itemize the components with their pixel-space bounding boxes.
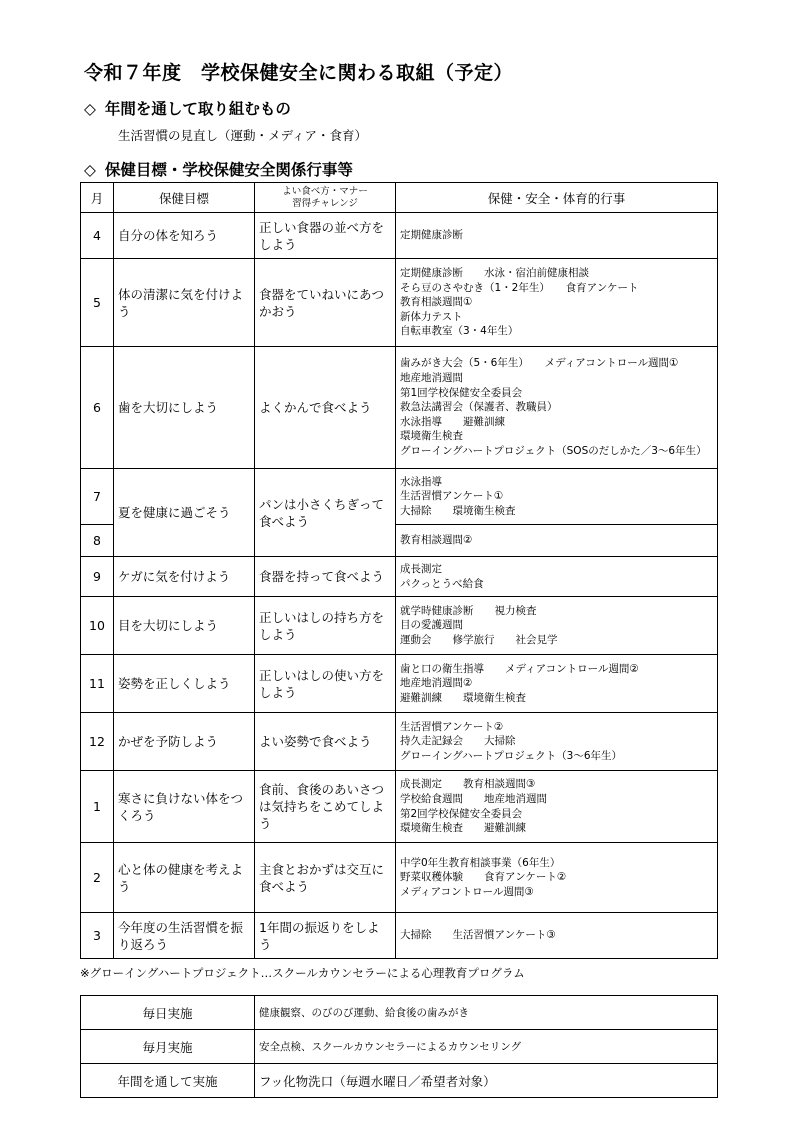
events-cell	[396, 469, 718, 525]
challenge-cell: 1年間の振返りをしよう	[255, 913, 396, 959]
header-goal: 保健目標	[114, 183, 255, 213]
event-item: 生活習慣アンケート②	[400, 720, 504, 733]
diamond-bullet-icon: ◇	[84, 100, 96, 118]
header-events: 保健・安全・体育的行事	[396, 183, 718, 213]
challenge-cell: 食器をていねいにあつかおう	[255, 259, 396, 347]
section-heading-yearly	[84, 97, 291, 119]
challenge-cell: 正しいはしの持ち方をしよう	[255, 597, 396, 655]
month-cell: 11	[81, 655, 114, 713]
events-cell	[396, 525, 718, 557]
schedule-text: フッ化物洗口（毎週水曜日／希望者対象）	[255, 1064, 718, 1098]
challenge-cell: 食前、食後のあいさつは気持ちをこめてしよう	[255, 771, 396, 843]
event-item: 成長測定	[400, 562, 442, 575]
event-item: 地産地消週間②	[400, 677, 473, 690]
event-item: 就学時健康診断 視力検査	[400, 604, 537, 617]
event-item: 大掃除 環境衛生検査	[400, 504, 516, 517]
challenge-cell: よくかんで食べよう	[255, 347, 396, 469]
event-item: 第1回学校保健安全委員会	[400, 386, 523, 399]
schedule-label: 年間を通して実施	[81, 1064, 255, 1098]
event-item: 運動会 修学旅行 社会見学	[400, 633, 558, 646]
health-events-table	[80, 182, 718, 959]
events-cell	[396, 913, 718, 959]
event-item: 中学0年生教育相談事業（6年生）	[400, 856, 561, 869]
challenge-cell: 正しいはしの使い方をしよう	[255, 655, 396, 713]
footnote: ※グローイングハートプロジェクト…スクールカウンセラーによる心理教育プログラム	[80, 966, 525, 980]
events-cell	[396, 655, 718, 713]
goal-cell: 歯を大切にしよう	[114, 347, 255, 469]
goal-cell: 体の清潔に気を付けよう	[114, 259, 255, 347]
goal-cell: 寒さに負けない体をつくろう	[114, 771, 255, 843]
event-item: 環境衛生検査 避難訓練	[400, 822, 526, 835]
event-item: 歯と口の衛生指導 メディアコントロール週間②	[400, 662, 639, 675]
schedule-row	[81, 1030, 718, 1064]
table-header-row	[81, 183, 718, 213]
schedule-row	[81, 1064, 718, 1098]
section-heading-text: 保健目標・学校保健安全関係行事等	[104, 161, 353, 179]
event-item: 成長測定 教育相談週間③	[400, 778, 536, 791]
event-item: 大掃除 生活習慣アンケート③	[400, 929, 556, 942]
event-item: グローイングハートプロジェクト（3～6年生）	[400, 749, 622, 762]
event-item: 持久走記録会 大掃除	[400, 735, 516, 748]
month-cell: 7	[81, 469, 114, 525]
schedule-text: 健康観察、のびのび運動、給食後の歯みがき	[255, 996, 718, 1030]
goal-cell: 自分の体を知ろう	[114, 213, 255, 259]
section-heading-events	[84, 158, 353, 180]
challenge-cell: 食器を持って食べよう	[255, 557, 396, 597]
event-item: 生活習慣アンケート①	[400, 490, 504, 503]
table-row	[81, 213, 718, 259]
month-cell: 6	[81, 347, 114, 469]
month-cell: 1	[81, 771, 114, 843]
goal-cell: 目を大切にしよう	[114, 597, 255, 655]
table-row	[81, 347, 718, 469]
table-row	[81, 913, 718, 959]
event-item: メディアコントロール週間③	[400, 885, 534, 898]
goal-cell: 姿勢を正しくしよう	[114, 655, 255, 713]
event-item: 自転車教室（3・4年生）	[400, 325, 519, 338]
header-challenge-line2: 習得チャレンジ	[292, 197, 358, 209]
event-item: 第2回学校保健安全委員会	[400, 807, 523, 820]
schedule-text: 安全点検、スクールカウンセラーによるカウンセリング	[255, 1030, 718, 1064]
challenge-cell: 主食とおかずは交互に食べよう	[255, 843, 396, 913]
goal-cell: 心と体の健康を考えよう	[114, 843, 255, 913]
month-cell: 2	[81, 843, 114, 913]
events-cell	[396, 713, 718, 771]
month-cell: 4	[81, 213, 114, 259]
event-item: 教育相談週間②	[400, 534, 473, 547]
events-cell	[396, 597, 718, 655]
goal-cell: 今年度の生活習慣を振り返ろう	[114, 913, 255, 959]
month-cell: 8	[81, 525, 114, 557]
challenge-cell: パンは小さくちぎって食べよう	[255, 469, 396, 557]
event-item: そら豆のさやむき（1・2年生） 食育アンケート	[400, 281, 639, 294]
events-cell	[396, 557, 718, 597]
challenge-cell: よい姿勢で食べよう	[255, 713, 396, 771]
event-item: 教育相談週間①	[400, 296, 473, 309]
month-cell: 12	[81, 713, 114, 771]
events-cell	[396, 771, 718, 843]
table-row	[81, 713, 718, 771]
event-item: 定期健康診断 水泳・宿泊前健康相談	[400, 267, 589, 280]
header-challenge-line1: よい食べ方・マナー	[282, 185, 368, 197]
event-item: 水泳指導	[400, 475, 442, 488]
events-cell	[396, 259, 718, 347]
schedule-label: 毎日実施	[81, 996, 255, 1030]
event-item: 避難訓練 環境衛生検査	[400, 691, 526, 704]
yearly-focus-text: 生活習慣の見直し（運動・メディア・食育）	[118, 128, 368, 143]
event-item: 歯みがき大会（5・6年生） メディアコントロール週間①	[400, 357, 679, 370]
event-item: 新体力テスト	[400, 310, 463, 323]
events-cell	[396, 347, 718, 469]
goal-cell: かぜを予防しよう	[114, 713, 255, 771]
header-challenge	[255, 183, 396, 213]
event-item: 野菜収穫体験 食育アンケート②	[400, 871, 567, 884]
table-row	[81, 259, 718, 347]
event-item: 地産地消週間	[400, 372, 463, 385]
table-row	[81, 843, 718, 913]
section-heading-text: 年間を通して取り組むもの	[104, 100, 291, 118]
events-cell	[396, 843, 718, 913]
event-item: 水泳指導 避難訓練	[400, 415, 505, 428]
month-cell: 10	[81, 597, 114, 655]
table-row	[81, 771, 718, 843]
month-cell: 3	[81, 913, 114, 959]
diamond-bullet-icon: ◇	[84, 161, 96, 179]
event-item: 目の愛護週間	[400, 619, 463, 632]
schedule-label: 毎月実施	[81, 1030, 255, 1064]
event-item: 環境衛生検査	[400, 430, 463, 443]
month-cell: 9	[81, 557, 114, 597]
events-cell	[396, 213, 718, 259]
event-item: パクっとうべ給食	[400, 577, 484, 590]
table-row	[81, 655, 718, 713]
event-item: 学校給食週間 地産地消週間	[400, 792, 547, 805]
table-row	[81, 469, 718, 525]
goal-cell: ケガに気を付けよう	[114, 557, 255, 597]
routine-schedule-table	[80, 995, 718, 1098]
table-row	[81, 557, 718, 597]
event-item: 救急法講習会（保護者、教職員）	[400, 401, 558, 414]
goal-cell: 夏を健康に過ごそう	[114, 469, 255, 557]
table-row	[81, 597, 718, 655]
page-title: 令和７年度 学校保健安全に関わる取組（予定）	[84, 62, 514, 84]
month-cell: 5	[81, 259, 114, 347]
header-month: 月	[81, 183, 114, 213]
schedule-row	[81, 996, 718, 1030]
event-item: グローイングハートプロジェクト（SOSのだしかた／3～6年生）	[400, 444, 707, 457]
challenge-cell: 正しい食器の並べ方をしよう	[255, 213, 396, 259]
event-item: 定期健康診断	[400, 229, 463, 242]
